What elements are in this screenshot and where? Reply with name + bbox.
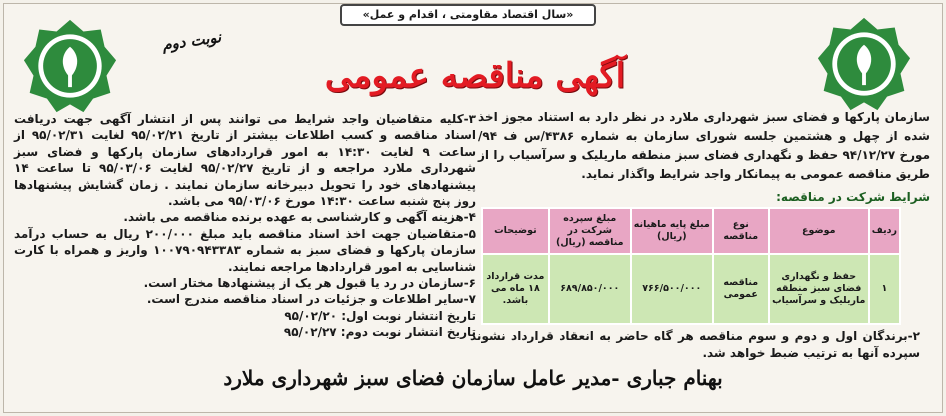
- col-header-subject: موضوع: [769, 208, 869, 254]
- page-title: آگهی مناقصه عمومی: [324, 56, 626, 96]
- note-winners: ۲-برندگان اول و دوم و سوم مناقصه هر گاه حاضر به انعقاد قرارداد نشوند سپرده آنها به ترتیب ضبط خواهد شد.: [470, 329, 920, 360]
- col-header-base-amount: مبلغ پایه ماهیانه (ریال): [631, 208, 713, 254]
- intro-paragraph: سازمان پارکها و فضای سبز شهرداری ملارد در نظر دارد به استناد مجوز اخذ شده از چهل و هشتمین جلسه شورای سازمان به شماره ۴۳۸۶/س ف ۹۴/ مورخ ۹۴/۱۲/۲۷ حفظ و نگهداری فضای سبز منطقه ماریلیک و سرآسیاب را از طریق مناقصه عمومی به پیمانکار واجد شرایط واگذار نماید.: [478, 110, 931, 181]
- condition-3: ۳-کلیه متقاضیان واجد شرایط می توانند پس از انتشار آگهی جهت دریافت اسناد مناقصه و کسب اطلاعات بیشتر از تاریخ ۹۵/۰۲/۲۱ لغایت ۹۵/۰۲/۳۱ از ساعت ۹ لغایت ۱۴:۳۰ به امور قراردادهای سازمان پارکها و فضای سبز شهرداری ملارد مراجعه و از تاریخ ۹۵/۰۲/۲۷ لغایت ۹۵/۰۳/۰۶ تا ساعت ۱۴ پیشنهادهای خود را تحویل دبیرخانه سازمان نمایند . زمان گشایش پیشنهادها روز پنج شنبه ساعت ۱۴:۳۰ مورخ ۹۵/۰۳/۰۶ می باشد.: [14, 112, 477, 209]
- col-header-row-number: ردیف: [869, 208, 900, 254]
- conditions-list: [14, 111, 476, 341]
- col-header-tender-type: نوع مناقصه: [713, 208, 769, 254]
- tender-table: [481, 207, 901, 325]
- cell-subject: حفظ و نگهداری فضای سبز منطقه ماریلیک و سرآسیاب: [769, 254, 869, 324]
- condition-4: ۴-هزینه آگهی و کارشناسی به عهده برنده مناقصه می باشد.: [123, 210, 476, 225]
- col-header-notes: توضیحات: [482, 208, 549, 254]
- publish-date-second: تاریخ انتشار نوبت دوم: ۹۵/۰۲/۲۷: [283, 325, 476, 340]
- signature-line: بهنام جباری -مدیر عامل سازمان فضای سبز شهرداری ملارد: [223, 366, 723, 390]
- slogan-box: «سال اقتصاد مقاومتی ، اقدام و عمل»: [340, 4, 596, 26]
- col-header-deposit: مبلغ سپرده شرکت در مناقصه (ریال): [549, 208, 631, 254]
- cell-base-amount: ۷۶۶/۵۰۰/۰۰۰: [631, 254, 713, 324]
- condition-6: ۶-سازمان در رد یا قبول هر یک از پیشنهادها مختار است.: [143, 276, 476, 291]
- municipality-logo-icon: [22, 18, 118, 114]
- condition-7: ۷-سایر اطلاعات و جزئیات در اسناد مناقصه مندرج است.: [146, 292, 476, 307]
- cell-tender-type: مناقصه عمومی: [713, 254, 769, 324]
- cell-notes: مدت قرارداد ۱۸ ماه می باشد.: [482, 254, 549, 324]
- conditions-heading: شرایط شرکت در مناقصه:: [776, 190, 930, 204]
- publish-date-first: تاریخ انتشار نوبت اول: ۹۵/۰۲/۲۰: [284, 308, 476, 323]
- table-header-row: [482, 208, 900, 254]
- cell-row-number: ۱: [869, 254, 900, 324]
- condition-5: ۵-متقاضیان جهت اخذ اسناد مناقصه باید مبلغ ۲۰۰/۰۰۰ ریال به حساب درآمد سازمان پارکها و فضای سبز به شماره ۱۰۰۷۹۰۹۴۳۳۸۳ واریز و همراه با کارت شناسایی به امور قراردادها مراجعه نمایند.: [14, 226, 476, 274]
- municipality-logo-icon: [816, 16, 912, 112]
- round-label: نوبت دوم: [161, 27, 223, 55]
- table-row: [482, 254, 900, 324]
- cell-deposit: ۶۸۹/۸۵۰/۰۰۰: [549, 254, 631, 324]
